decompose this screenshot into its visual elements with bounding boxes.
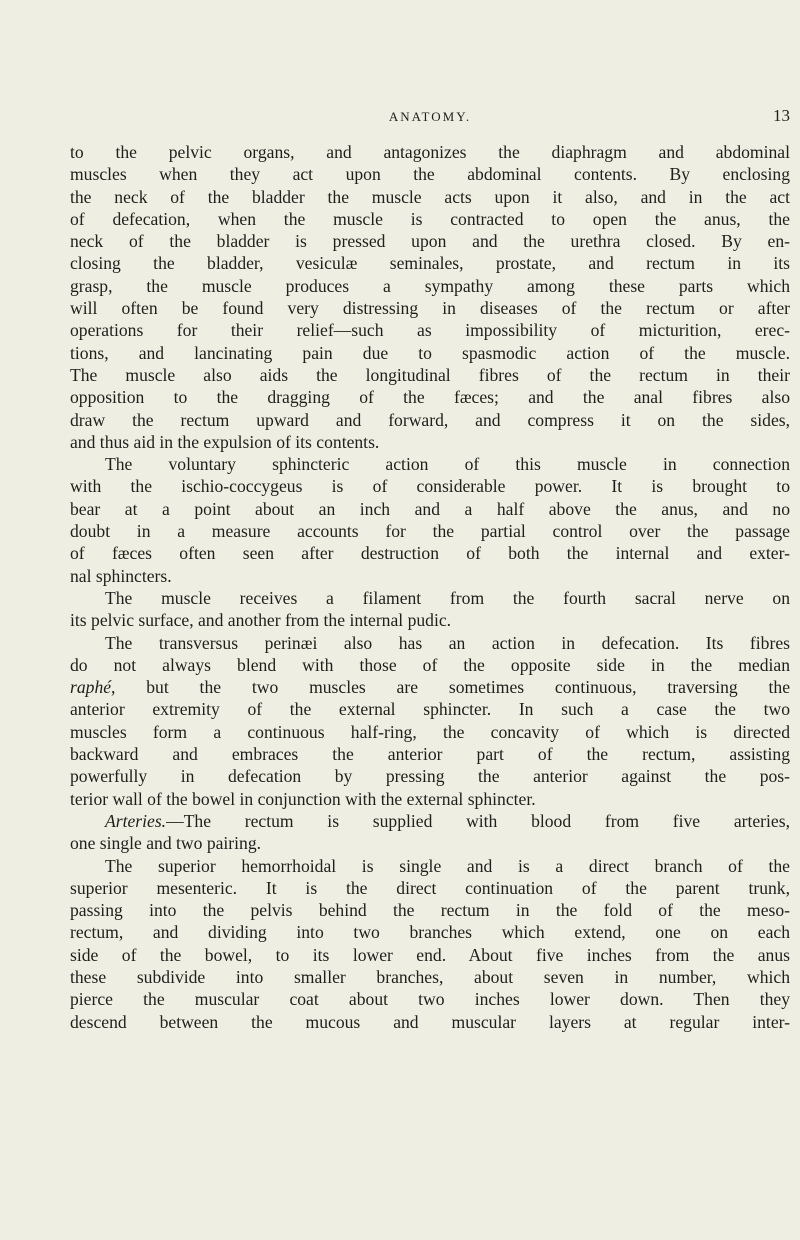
text-line: tions, and lancinating pain due to spasmodic action of the muscle. (70, 342, 790, 363)
text-line: its pelvic surface, and another from the internal pudic. (70, 610, 452, 631)
text-line: and thus aid in the expulsion of its contents. (70, 431, 380, 452)
section-heading: Arteries. (105, 810, 167, 831)
text-line: these subdivide into smaller branches, about seven in number, which (70, 966, 790, 987)
text-line: closing the bladder, vesiculæ seminales, prostate, and rectum in its (70, 253, 790, 274)
text-line: to the pelvic organs, and antagonizes the diaphragm and abdominal (70, 142, 790, 162)
text-line: neck of the bladder is pressed upon and the urethra closed. By en- (70, 231, 790, 252)
text-line: rectum, and dividing into two branches which extend, one on each (70, 922, 790, 943)
text-line: backward and embraces the anterior part of the rectum, assisting (70, 744, 790, 765)
text-line: The superior hemorrhoidal is single and is a direct branch of the (105, 855, 790, 876)
text-line: draw the rectum upward and forward, and compress it on the sides, (70, 409, 790, 430)
text-line: opposition to the dragging of the fæces; and the anal fibres also (70, 387, 790, 408)
text-line: superior mesenteric. It is the direct continuation of the parent trunk, (70, 877, 790, 898)
text-run: —The rectum is supplied with blood from five arteries, (166, 810, 790, 831)
running-head (70, 106, 790, 126)
text-line: The muscle receives a filament from the fourth sacral nerve on (105, 587, 790, 608)
text-line: one single and two pairing. (70, 833, 262, 854)
text-line: pierce the muscular coat about two inches lower down. Then they (70, 989, 790, 1010)
text-line (70, 810, 790, 832)
text-line: The voluntary sphincteric action of this muscle in connection (105, 454, 790, 475)
text-line: terior wall of the bowel in conjunction with the external sphincter. (70, 788, 536, 809)
text-line: The transversus perinæi also has an action in defecation. Its fibres (105, 632, 790, 653)
text-line: nal sphincters. (70, 565, 172, 586)
text-line: muscles when they act upon the abdominal contents. By enclosing (70, 164, 790, 185)
text-run: , but the two muscles are sometimes continuous, traversing the (111, 677, 790, 698)
text-line: anterior extremity of the external sphincter. In such a case the two (70, 699, 790, 720)
text-line: muscles form a continuous half-ring, the concavity of which is directed (70, 721, 790, 742)
text-line: passing into the pelvis behind the rectum in the fold of the meso- (70, 900, 790, 921)
text-line: descend between the mucous and muscular layers at regular inter- (70, 1011, 790, 1032)
text-line: with the ischio-coccygeus is of considerable power. It is brought to (70, 476, 790, 497)
text-line: do not always blend with those of the opposite side in the median (70, 654, 790, 675)
text-line (70, 676, 790, 698)
text-line: powerfully in defecation by pressing the anterior against the pos- (70, 766, 790, 787)
text-line: grasp, the muscle produces a sympathy among these parts which (70, 275, 790, 296)
text-line: the neck of the bladder the muscle acts upon it also, and in the act (70, 186, 790, 207)
text-line: doubt in a measure accounts for the partial control over the passage (70, 521, 790, 542)
text-line: will often be found very distressing in diseases of the rectum or after (70, 298, 790, 319)
page-number: 13 (773, 106, 790, 125)
running-head-title: ANATOMY. (388, 109, 472, 124)
text-line: of fæces often seen after destruction of both the internal and exter- (70, 543, 790, 564)
text-line: operations for their relief—such as impossibility of micturition, erec- (70, 320, 790, 341)
italic-term: raphé (70, 677, 112, 698)
text-line: side of the bowel, to its lower end. About five inches from the anus (70, 944, 790, 965)
text-line: of defecation, when the muscle is contracted to open the anus, the (70, 208, 790, 229)
text-line: bear at a point about an inch and a half above the anus, and no (70, 498, 790, 519)
body-text (70, 141, 790, 1033)
text-line: The muscle also aids the longitudinal fibres of the rectum in their (70, 364, 790, 385)
